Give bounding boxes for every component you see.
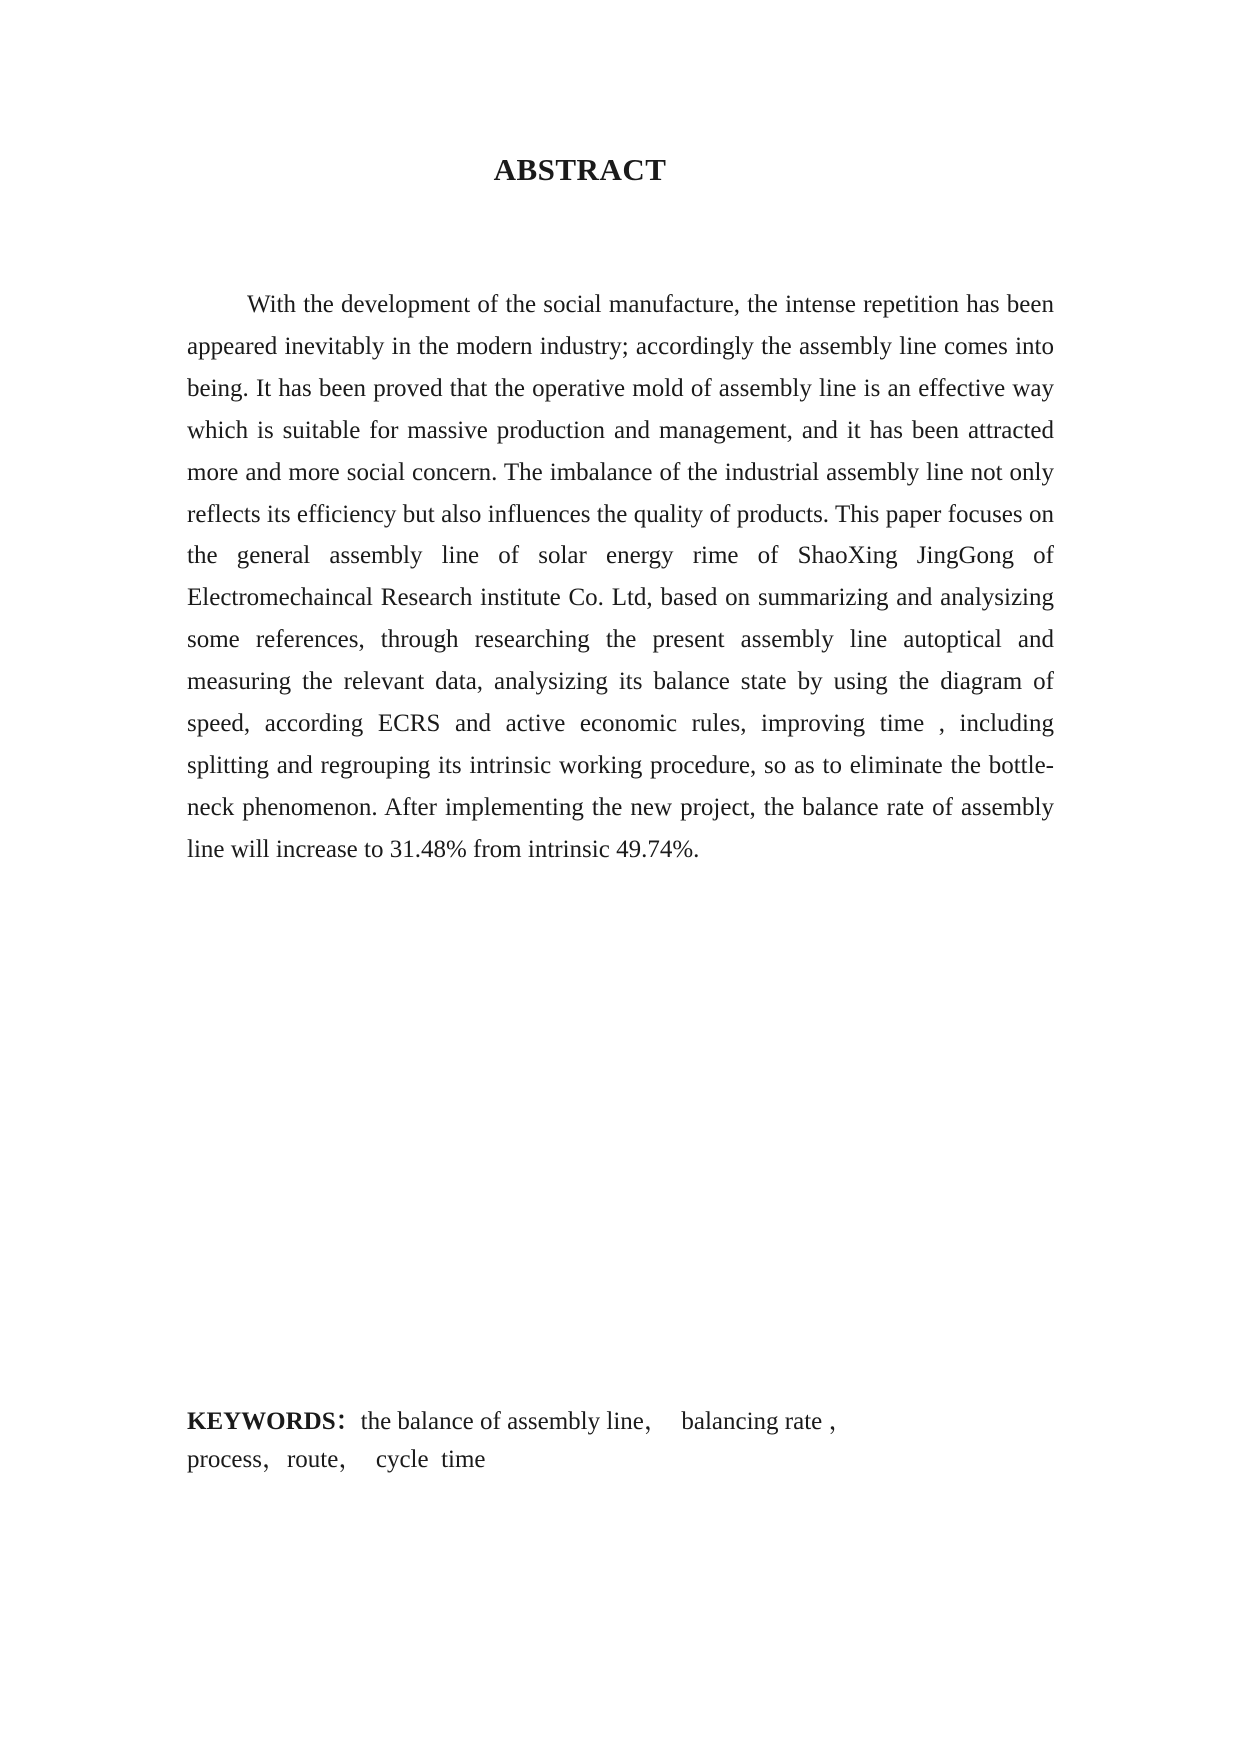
keywords-line-2: process，route， cycle time (187, 1446, 486, 1473)
keywords-section (187, 1403, 947, 1479)
keywords-label: KEYWORDS： (187, 1408, 361, 1435)
abstract-paragraph: With the development of the social manufacture, the intense repetition has been appeared inevitably in the modern industry; accordingly the assembly line comes into being. It has been proved that the operative mold of assembly line is an effective way which is suitable for massive production and management, and it has been attracted more and more social concern. The imbalance of the industrial assembly line not only reflects its efficiency but also influences the quality of products. This paper focuses on the general assembly line of solar energy rime of ShaoXing JingGong of Electromechaincal Research institute Co. Ltd, based on summarizing and analysizing some references, through researching the present assembly line autoptical and measuring the relevant data, analysizing its balance state by using the diagram of speed, according ECRS and active economic rules, improving time , including splitting and regrouping its intrinsic working procedure, so as to eliminate the bottle-neck phenomenon. After implementing the new project, the balance rate of assembly line will increase to 31.48% from intrinsic 49.74%. (187, 291, 1054, 863)
keywords-row-1 (187, 1403, 947, 1441)
keywords-line-1: the balance of assembly line， balancing rate ， (360, 1408, 854, 1435)
abstract-title: ABSTRACT (493, 152, 667, 187)
